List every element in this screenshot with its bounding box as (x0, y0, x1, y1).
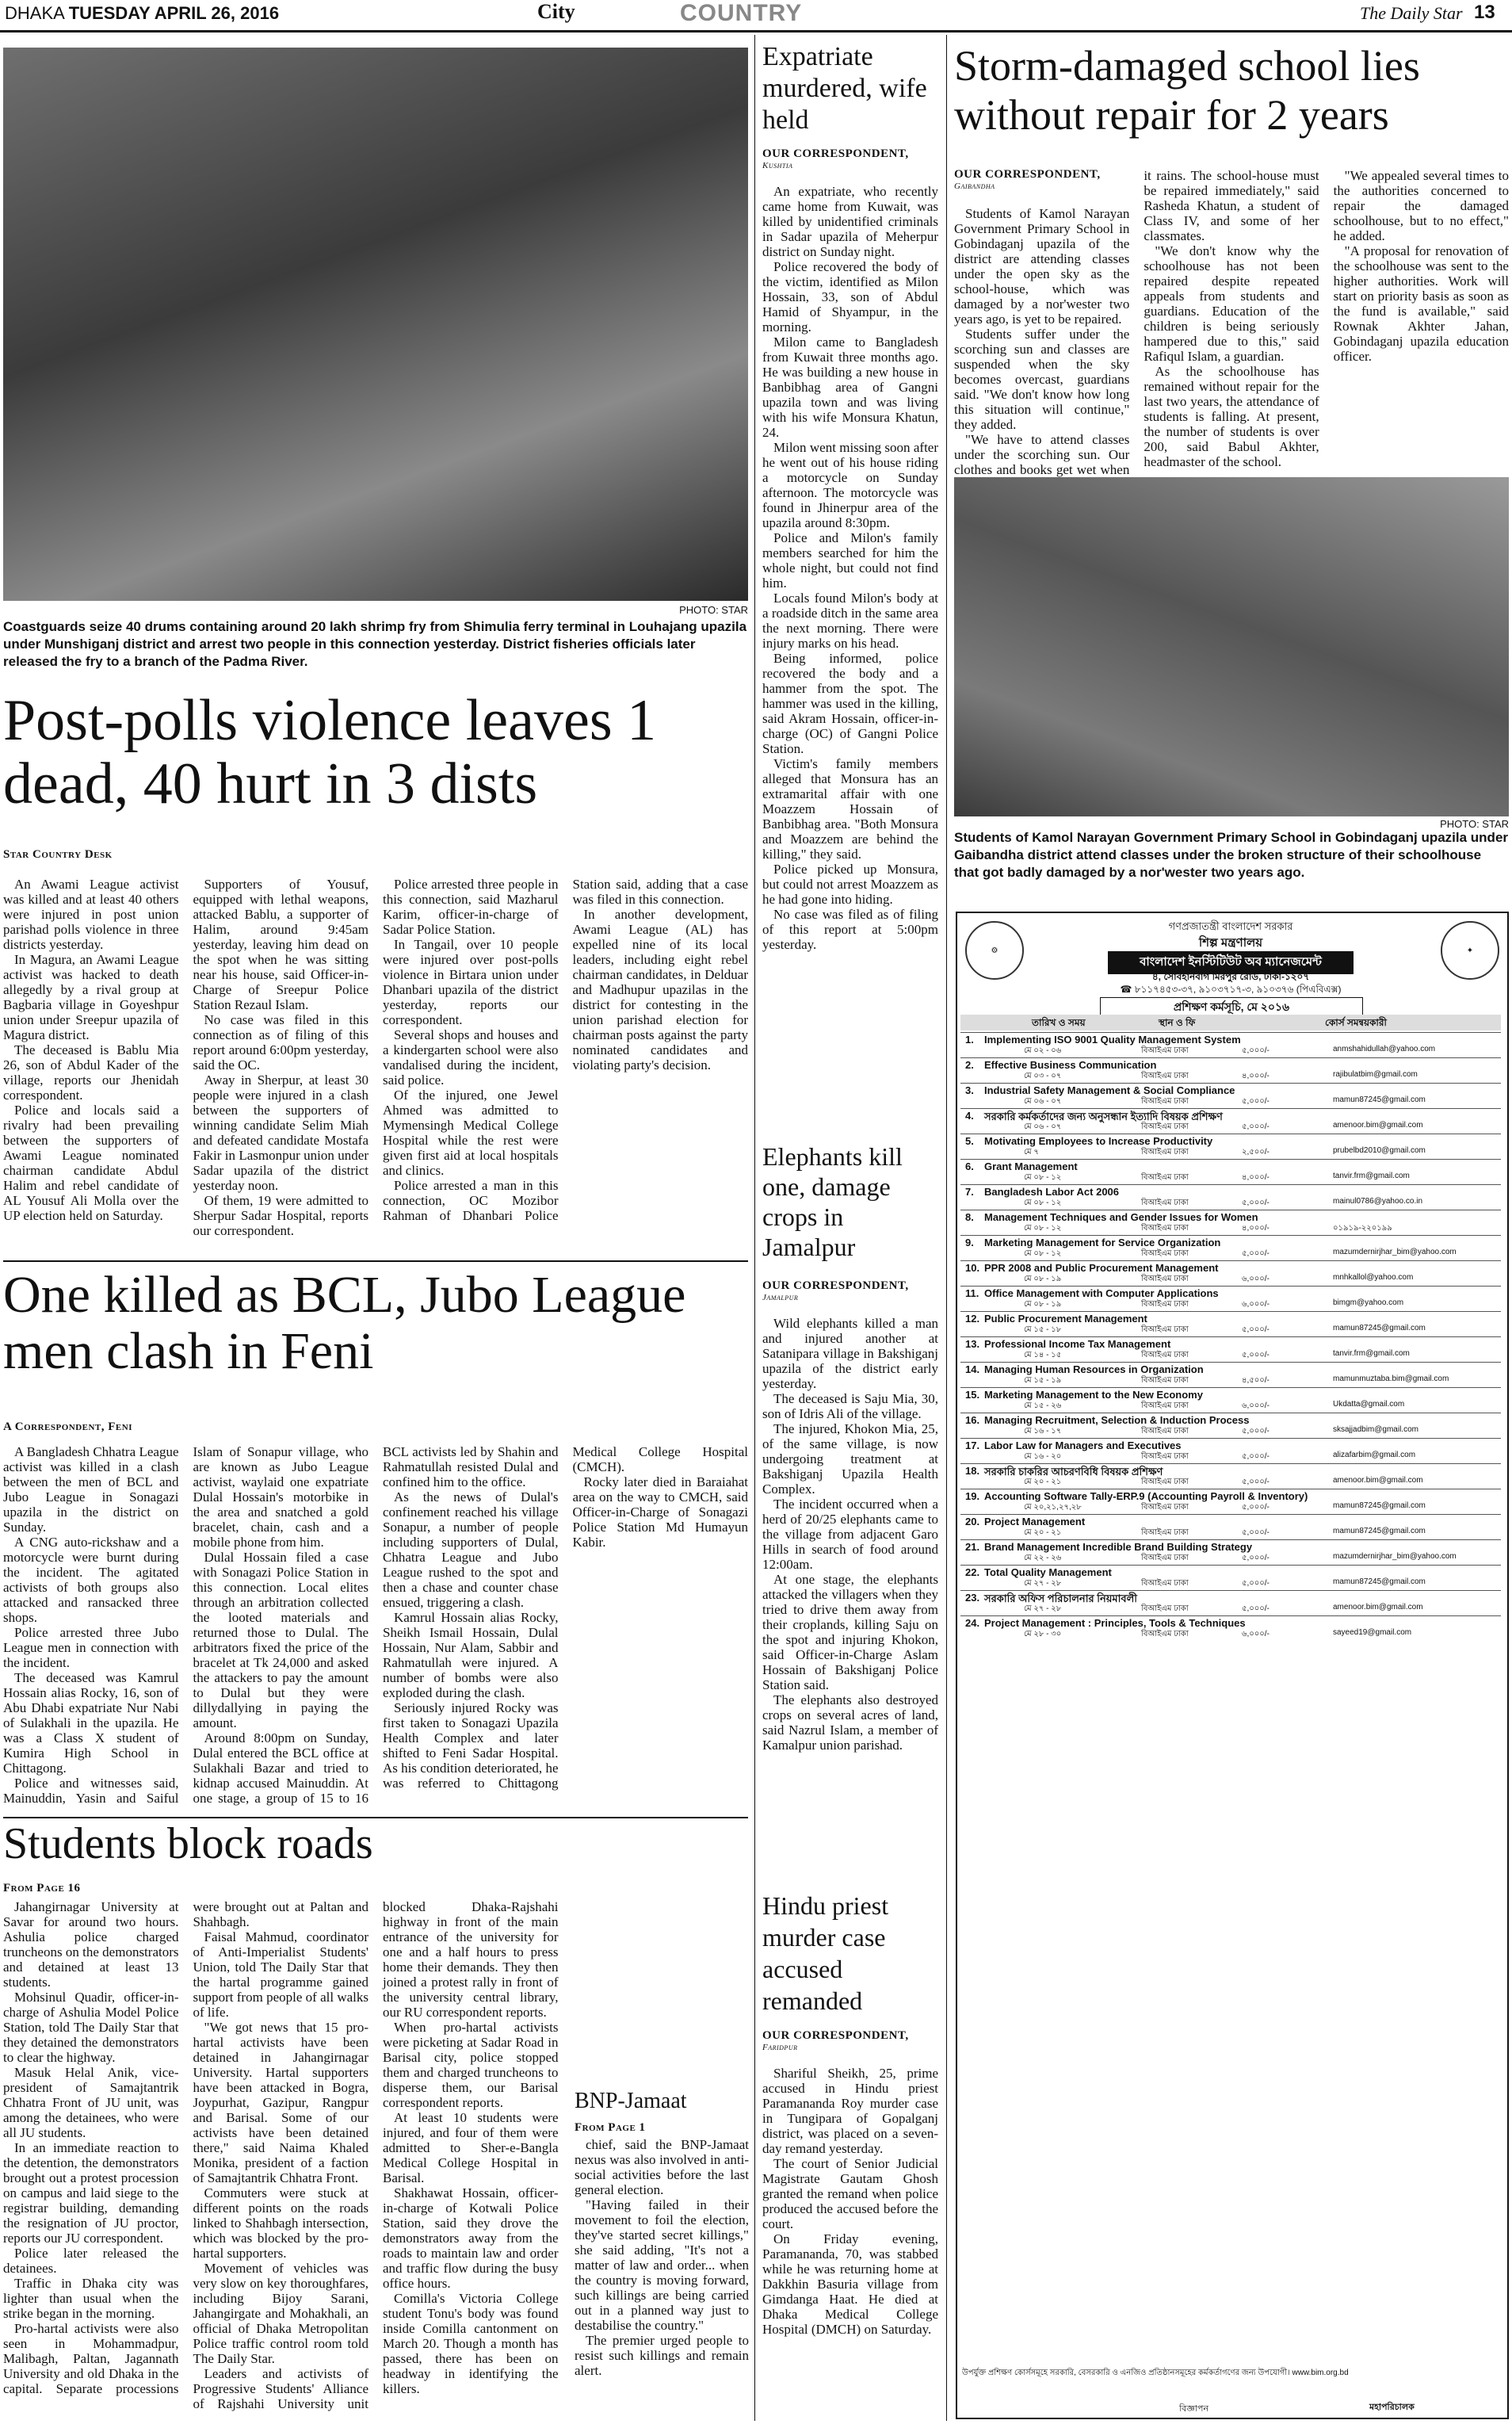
table-row (960, 1260, 1501, 1286)
course-venue: বিআইএম ঢাকা (1141, 1427, 1189, 1436)
course-venue: বিআইএম ঢাকা (1141, 1300, 1189, 1309)
divider (3, 1260, 748, 1262)
headline-elephants: Elephants kill one, damage crops in Jamalpur (762, 1142, 903, 1261)
course-title: সরকারি কর্মকর্তাদের জন্য অনুসন্ধান ইত্যাদি বিষয়ক প্রশিক্ষণ (984, 1111, 1223, 1122)
institute-phone: ☎ ৮১১৭৪৫৩-৩৭, ৯১০৩৭১৭-৩, ৯১০৩৭৬ (পিএবিএক্স) (1120, 984, 1342, 995)
course-venue: বিআইএম ঢাকা (1141, 1604, 1189, 1613)
course-fee: ৫,০০০/- (1242, 1478, 1270, 1486)
course-number: 17. (965, 1439, 980, 1451)
byline-students: From Page 16 (3, 1882, 81, 1894)
page-header (0, 0, 1512, 32)
course-date: মে ২৮ - ৩০ (1024, 1630, 1062, 1638)
course-number: 8. (965, 1211, 974, 1223)
course-date: মে ১৫ - ১৯ (1024, 1376, 1062, 1385)
institute-address: ৪, সোবহানবাগ মিরপুর রোড, ঢাকা-১২০৭ (1151, 971, 1310, 982)
byline-school: OUR CORRESPONDENT, Gaibandha (954, 168, 1101, 191)
course-title: PPR 2008 and Public Procurement Management (984, 1262, 1219, 1274)
course-number: 4. (965, 1110, 974, 1122)
course-venue: বিআইএম ঢাকা (1141, 1478, 1189, 1486)
masthead-brand: The Daily Star (1360, 3, 1463, 23)
story-body-post-polls: An Awami League activist was killed and at least 40 others were injured in post union parishad polls violence in three districts yesterday. In Magura, an Awami League activist was hacked to death allegedly by a rival group at Bagbaria village in Goyeshpur union under Sreepur upazila of Magura district. The deceased is Bablu Mia 26, son of Abdul Kader of the village, reports our Jhenidah correspondent. Police and locals said a rivalry had been prevailing between the supporters of Awami League nominated chairman candidate Abdul Halim and rebel candidate of AL Yousuf Ali Molla over the UP election held on Saturday. Supporters of Yousuf, equipped with lethal weapons, attacked Bablu, a supporter of Halim, around 9:45am yesterday, leaving him dead on the spot when he was sitting near his house, said Officer-in-Charge of Sreepur Police Station Rezaul Islam. No case was filed in this connection as of filing of this report around 6:00pm yesterday, said the OC. Away in Sherpur, at least 30 people were injured in a clash between the supporters of winning candidate Selim Miah and defeated candidate Mostafa Fakir in Lasmonpur union under Sadar upazila of the district yesterday noon. Of them, 19 were admitted to Sherpur Sadar Hospital, reports our correspondent. Police arrested three people in this connection, said Mazharul Karim, officer-in-charge of Sadar Police Station. In Tangail, over 10 people were injured over post-polls violence in Birtara union under Dhanbari upazila of the district yesterday, reports our correspondent. Several shops and houses and a kindergarten school were also vandalised during the incident, said police. Of the injured, one Jewel Ahmed was admitted to Mymensingh Medical College Hospital while the rest were given first aid at local hospitals and clinics. Police arrested a man in this connection, OC Mozibor Rahman of Dhanbari Police Station said, adding that a case was filed in this connection. In another development, Awami League (AL) has expelled nine of its local leaders, including eight rebel chairman candidates, in Delduar and Madhupur upazilas in the district for contesting in the union parishad election for chairman posts against the party nominated candidates and violating party's decision. (3, 877, 748, 1238)
course-number: 12. (965, 1313, 980, 1325)
course-title: Brand Management Incredible Brand Building Strategy (984, 1541, 1253, 1553)
story-body-bnp-jamaat: chief, said the BNP-Jamaat nexus was also involved in anti-social activities before the last general election. "Having failed in their movement to foil the election, they've started secret killings," she said adding, "It's not a matter of law and order... when the country is moving forward, such killings are being carried out in a planned way just to destabilise the country." The premier urged people to resist such killings and remain alert. (575, 2137, 749, 2419)
course-title: Implementing ISO 9001 Quality Management System (984, 1034, 1241, 1046)
course-title: Public Procurement Management (984, 1313, 1147, 1325)
course-date: মে ০২ - ০৬ (1024, 1046, 1062, 1055)
course-contact[interactable]: amenoor.bim@gmail.com (1333, 1121, 1423, 1130)
course-title: Labor Law for Managers and Executives (984, 1439, 1182, 1451)
story-body-students: Jahangirnagar University at Savar for around two hours. Ashulia police charged truncheons on the demonstrators and detained at least 13 students. Mohsinul Quadir, officer-in-charge of Ashulia Model Police Station, told The Daily Star that they detained the demonstrators to clear the highway. Masuk Helal Anik, vice-president of Samajtantrik Chhatra Front of JU unit, was among the detainees, who were all JU students. In an immediate reaction to the detention, the demonstrators brought out a protest procession on campus and laid siege to the registrar building, demanding the resignation of JU proctor, reports our JU correspondent. Police later released the detainees. Traffic in Dhaka city was lighter than usual when the strike began in the morning. Pro-hartal activists were also seen in Mohammadpur, Malibagh, Paltan, Jagannath University and old Dhaka in the capital. Separate processions were brought out at Paltan and Shahbagh. Faisal Mahmud, coordinator of Anti-Imperialist Students' Union, told The Daily Star that the hartal programme gained support from people of all walks of life. "We got news that 15 pro-hartal activists have been detained in Jahangirnagar University. Hartal supporters have been attacked in Bogra, Joypurhat, Gazipur, Rangpur and Barisal. Some of our activists have been detained there," said Naima Khaled Monika, president of a faction of Samajtantrik Chhatra Front. Commuters were stuck at different points on the roads linked to Shahbagh intersection, which was blocked by the pro-hartal supporters. Movement of vehicles was very slow on key thoroughfares, including Bijoy Sarani, Jahangirgate and Mohakhali, an official of Dhaka Metropolitan Police traffic control room told The Daily Star. Leaders and activists of Progressive Students' Alliance of Rajshahi University unit blocked Dhaka-Rajshahi highway in front of the main entrance of the university for one and a half hours to press home their demands. They then joined a protest rally in front of the university central library, our RU correspondent reports. When pro-hartal activists were picketing at Sadar Road in Barisal city, police stopped them and charged truncheons to disperse them, our Barisal correspondent reports. At least 10 students were injured, and four of them were admitted to Sher-e-Bangla Medical College Hospital in Barisal. Shakhawat Hossain, officer-in-charge of Kotwali Police Station, said they drove the demonstrators away from the roads to maintain law and order and traffic flow during the busy office hours. Comilla's Victoria College student Tonu's body was found inside Comilla cantonment on March 20. Though a month has passed, there has been on headway in identifying the killers. (3, 1899, 559, 2411)
course-fee: ৪,০০০/- (1242, 1173, 1270, 1182)
course-number: 18. (965, 1465, 980, 1477)
course-title: Managing Human Resources in Organization (984, 1363, 1204, 1375)
course-table (960, 1032, 1501, 1641)
course-number: 13. (965, 1338, 980, 1350)
headline-school: Storm-damaged school lies without repair for 2 years (954, 42, 1420, 139)
ad-tag: বিজ্ঞাপন (1179, 2404, 1209, 2414)
table-row (960, 1210, 1501, 1235)
divider (3, 1817, 748, 1818)
course-fee: ৫,০০০/- (1242, 1604, 1270, 1613)
page-number: 13 (1474, 2, 1495, 23)
table-row (960, 1159, 1501, 1184)
course-number: 21. (965, 1541, 980, 1553)
course-fee: ৪,৫০০/- (1242, 1376, 1270, 1385)
dateline: DHAKA TUESDAY APRIL 26, 2016 (5, 3, 280, 23)
bim-logo-icon: ✦ (1441, 921, 1499, 980)
byline-feni: A Correspondent, Feni (3, 1420, 132, 1433)
course-date: মে ১৪ - ১৫ (1024, 1351, 1062, 1359)
column-divider (754, 35, 755, 2421)
course-venue: বিআইএম ঢাকা (1141, 1072, 1189, 1080)
table-row (960, 1286, 1501, 1311)
course-fee: ৫,০০০/- (1242, 1325, 1270, 1334)
course-title: Total Quality Management (984, 1566, 1112, 1578)
table-row (960, 1032, 1501, 1057)
course-date: মে ০৩ - ০৭ (1024, 1072, 1062, 1080)
course-contact[interactable]: rajibulatbim@gmail.com (1333, 1070, 1418, 1079)
gov-line: গণপ্রজাতন্ত্রী বাংলাদেশ সরকার (1168, 920, 1293, 932)
course-fee: ৪,০০০/- (1242, 1224, 1270, 1233)
course-number: 6. (965, 1160, 974, 1172)
byline-elephants: OUR CORRESPONDENT, Jamalpur (762, 1279, 909, 1302)
course-number: 14. (965, 1363, 980, 1375)
table-row (960, 1590, 1501, 1615)
table-row (960, 1057, 1501, 1083)
gov-seal-icon: ⚙ (965, 921, 1024, 980)
table-row (960, 1108, 1501, 1134)
course-date: মে ০৮ - ১২ (1024, 1249, 1062, 1258)
story-body-hindu-priest: Shariful Sheikh, 25, prime accused in Hindu priest Paramananda Roy murder case in Tungipara of Gopalganj district, was placed on a seven-day remand yesterday. The court of Senior Judicial Magistrate Gautam Ghosh granted the remand when police produced the accused before the court. On Friday evening, Paramananda, 70, was stabbed while he was returning home at Dakkhin Basuria village from Gimdanga Haat. He died at Dhaka Medical College Hospital (DMCH) on Saturday. (762, 2066, 938, 2337)
course-date: মে ১৬ - ১৭ (1024, 1427, 1062, 1436)
course-contact[interactable]: amenoor.bim@gmail.com (1333, 1476, 1423, 1485)
course-fee: ৬,০০০/- (1242, 1275, 1270, 1283)
course-venue: বিআইএম ঢাকা (1141, 1351, 1189, 1359)
course-date: মে ০৬ - ০৭ (1024, 1097, 1062, 1106)
story-body-expatriate: An expatriate, who recently came home from Kuwait, was killed by unidentified criminals in Sadar upazila of Meherpur district on Sunday night. Police recovered the body of the victim, identified as Milon Hossain, 33, son of Abdul Hamid of Shyampur, in the morning. Milon came to Bangladesh from Kuwait three months ago. He was building a new house in Banbibhag area of Gangni upazila town and was living with his wife Monsura Khatun, 24. Milon went missing soon after he went out of his house riding a motorcycle on Sunday afternoon. The motorcycle was found in Jhinerpur area of the upazila around 8:30pm. Police and Milon's family members searched for him the whole night, but could not find him. Locals found Milon's body at a roadside ditch in the same area the next morning. There were injury marks on his head. Being informed, police recovered the body and a hammer from the spot. The hammer was used in the killing, said Akram Hossain, officer-in-charge (OC) of Gangni Police Station. Victim's family members alleged that Monsura has an extramarital affair with one Moazzem Hossain of Banbibhag area. "Both Monsura and Moazzem are behind the killing," they said. Police picked up Monsura, but could not arrest Moazzem as he had gone into hiding. No case was filed as of filing of this report at 5:00pm yesterday. (762, 184, 938, 952)
course-contact[interactable]: sayeed19@gmail.com (1333, 1628, 1412, 1637)
course-title: Project Management : Principles, Tools & Techniques (984, 1617, 1246, 1629)
course-title: Professional Income Tax Management (984, 1338, 1171, 1350)
course-venue: বিআইএম ঢাকা (1141, 1503, 1189, 1512)
course-contact[interactable]: mamun87245@gmail.com (1333, 1324, 1426, 1332)
course-contact[interactable]: mazumdernirjhar_bim@yahoo.com (1333, 1248, 1457, 1256)
byline-post-polls: Star Country Desk (3, 848, 113, 861)
course-title: সরকারি অফিস পরিচালনার নিয়মাবলী (984, 1592, 1137, 1604)
course-contact[interactable]: mamun87245@gmail.com (1333, 1527, 1426, 1535)
table-row (960, 1463, 1501, 1489)
course-fee: ৫,০০০/- (1242, 1528, 1270, 1537)
course-fee: ২,৫০০/- (1242, 1148, 1270, 1157)
course-contact[interactable]: ০১৯১৯-২২০১৯৯ (1333, 1224, 1392, 1233)
story-body-school: Students of Kamol Narayan Government Primary School in Gobindaganj upazila of the district are attending classes under the open sky as the school-house, which was damaged by a nor'wester two years ago, is yet to be repaired. Students suffer under the scorching sun and classes are suspended when the sky becomes overcast, guardians said. "We don't know how long this situation will continue," they added. "We have to attend classes under the scorching sun. Our clothes and books get wet when it rains. The school-house must be repaired immediately," said Rasheda Khatun, a student of Class IV, and some of her classmates. "We don't know why the schoolhouse has not been repaired despite repeated appeals from students and guardians. Education of the children is being seriously hampered due to this," said Rafiqul Islam, a guardian. As the schoolhouse has remained without repair for the last two years, the attendance of students is falling. At present, the number of students is over 200, said Babul Akhter, headmaster of the school. "We appealed several times to the authorities concerned to repair the damaged schoolhouse, but to no effect," he added. "A proposal for renovation of the schoolhouse was sent to the higher authorities. Work will start on priority basis as soon as the fund is available," said Rownak Akhter Jahan, Gobindaganj upazila education officer. (954, 168, 1509, 477)
course-contact[interactable]: mnhkallol@yahoo.com (1333, 1273, 1414, 1282)
course-number: 1. (965, 1034, 974, 1046)
headline-expatriate: Expatriate murdered, wife held (762, 42, 927, 135)
course-venue: বিআইএম ঢাকা (1141, 1452, 1189, 1461)
course-date: মে ০৮ - ১২ (1024, 1224, 1062, 1233)
course-date: মে ০৮ - ১৯ (1024, 1275, 1062, 1283)
course-number: 11. (965, 1287, 979, 1299)
table-row (960, 1565, 1501, 1590)
photo-caption: Students of Kamol Narayan Government Primary School in Gobindaganj upazila under Gaibandha district attend classes under the broken structure of their schoolhouse that got badly damaged by a nor'wester two years ago. (954, 830, 1509, 880)
school-photo (954, 477, 1509, 816)
course-contact[interactable]: amenoor.bim@gmail.com (1333, 1603, 1423, 1612)
course-venue: বিআইএম ঢাকা (1141, 1630, 1189, 1638)
shrimp-fry-photo (3, 48, 748, 601)
course-number: 22. (965, 1566, 980, 1578)
course-date: মে ১৫ - ২৬ (1024, 1401, 1062, 1410)
course-venue: বিআইএম ঢাকা (1141, 1325, 1189, 1334)
table-row (960, 1134, 1501, 1159)
table-row (960, 1438, 1501, 1463)
course-number: 10. (965, 1262, 980, 1274)
course-venue: বিআইএম ঢাকা (1141, 1199, 1189, 1207)
course-date: মে ২০ - ২১ (1024, 1528, 1062, 1537)
photo-credit: PHOTO: STAR (1440, 818, 1509, 830)
course-contact[interactable]: mamun87245@gmail.com (1333, 1095, 1426, 1104)
course-date: মে ২০,২১,২৭,২৮ (1024, 1503, 1082, 1512)
course-venue: বিআইএম ঢাকা (1141, 1579, 1189, 1588)
course-date: মে ২০ - ২১ (1024, 1478, 1062, 1486)
course-contact[interactable]: mainul0786@yahoo.co.in (1333, 1197, 1423, 1206)
course-fee: ৫,০০০/- (1242, 1579, 1270, 1588)
table-row (960, 1083, 1501, 1108)
programme-title: প্রশিক্ষণ কর্মসূচি, মে ২০১৬ (1100, 997, 1363, 1018)
course-title: Marketing Management to the New Economy (984, 1389, 1203, 1401)
course-venue: বিআইএম ঢাকা (1141, 1401, 1189, 1410)
course-number: 15. (965, 1389, 980, 1401)
course-contact[interactable]: tanvir.frm@gmail.com (1333, 1172, 1410, 1180)
course-fee: ৫,০০০/- (1242, 1199, 1270, 1207)
course-contact[interactable]: prubelbd2010@gmail.com (1333, 1146, 1426, 1155)
course-fee: ৫,০০০/- (1242, 1046, 1270, 1055)
course-number: 23. (965, 1592, 980, 1604)
course-date: মে ০৬ - ০৭ (1024, 1122, 1062, 1131)
course-fee: ৫,০০০/- (1242, 1249, 1270, 1258)
course-date: মে ১৬ - ২০ (1024, 1452, 1062, 1461)
advert-footer-note: উপর্যুক্ত প্রশিক্ষণ কোর্সসমূহে সরকারি, বেসরকারি ও এনজিও প্রতিষ্ঠানসমূহের কর্মকর্তাগণের জন্য উপযোগী। www.bim.org.bd (962, 2369, 1349, 2377)
table-row (960, 1336, 1501, 1362)
table-row (960, 1413, 1501, 1438)
course-contact[interactable]: bimgm@yahoo.com (1333, 1298, 1404, 1307)
course-number: 24. (965, 1617, 980, 1629)
story-body-feni: A Bangladesh Chhatra League activist was killed in a clash between the men of BCL and Jubo League in Sonagazi upazila in the district on Sunday. A CNG auto-rickshaw and a motorcycle were burnt during the incident. The agitated activists of both groups also attacked and ransacked three shops. Police arrested three Jubo League men in connection with the incident. The deceased was Kamrul Hossain alias Rocky, 16, son of Abu Dhabi expatriate Nur Nabi of Sulakhali in the upazila. He was a Class X student of Kumira High School in Chittagong. Police and witnesses said, Mainuddin, Yasin and Saiful Islam of Sonapur village, who are known as Jubo League activist, waylaid one expatriate Dulal Hossain's motorbike in the area and snatched a gold bracelet, chain, cash and a mobile phone from him. Dulal Hossain filed a case with Sonagazi Police Station in this connection. Local elites through an arbitration collected the looted materials and returned those to Dulal. The arbitrators fixed the price of the bracelet at Tk 24,000 and asked the attackers to pay the amount to Dulal but they were dillydallying in paying the amount. Around 8:00pm on Sunday, Dulal entered the BCL office at Sulakhali Bazar and tried to kidnap accused Mainuddin. At one stage, a group of 15 to 16 BCL activists led by Shahin and Rahmatullah resisted Dulal and confined him to the office. As the news of Dulal's confinement reached his village Sonapur, a number of people including supporters of Dulal, Chhatra League and Jubo League rushed to the spot and then a chase and counter chase ensued, triggering a clash. Kamrul Hossain alias Rocky, Sheikh Ismail Hossain, Dulal Hossain, Nur Alam, Sabbir and Rahmatullah were injured. A number of bombs were also exploded during the clash. Seriously injured Rocky was first taken to Sonagazi Upazila Health Complex and later shifted to Feni Sadar Hospital. As his condition deteriorated, he was referred to Chittagong Medical College Hospital (CMCH). Rocky later died in Baraiahat area on the way to CMCH, said Officer-in-Charge of Sonagazi Police Station Md Humayun Kabir. (3, 1444, 748, 1806)
course-date: মে ২৭ - ২৮ (1024, 1604, 1062, 1613)
course-contact[interactable]: anmshahidullah@yahoo.com (1333, 1045, 1436, 1053)
course-fee: ৫,০০০/- (1242, 1097, 1270, 1106)
course-title: সরকারি চাকরির আচরণবিধি বিষয়ক প্রশিক্ষণ (984, 1466, 1163, 1478)
edition-label: City (537, 0, 575, 23)
course-title: Managing Recruitment, Selection & Induction Process (984, 1414, 1250, 1426)
table-row (960, 1362, 1501, 1387)
course-contact[interactable]: alizafarbim@gmail.com (1333, 1451, 1416, 1459)
course-fee: ৪,০০০/- (1242, 1072, 1270, 1080)
course-title: Industrial Safety Management & Social Compliance (984, 1084, 1235, 1096)
course-contact[interactable]: sksajjadbim@gmail.com (1333, 1425, 1418, 1434)
table-row (960, 1539, 1501, 1565)
course-contact[interactable]: mamun87245@gmail.com (1333, 1577, 1426, 1586)
course-number: 2. (965, 1059, 974, 1071)
course-number: 16. (965, 1414, 980, 1426)
course-fee: ৫,০০০/- (1242, 1554, 1270, 1562)
course-venue: বিআইএম ঢাকা (1141, 1148, 1189, 1157)
course-venue: বিআইএম ঢাকা (1141, 1528, 1189, 1537)
course-date: মে ০৮ - ১২ (1024, 1199, 1062, 1207)
table-row (960, 1514, 1501, 1539)
table-header: তারিখ ও সময় স্থান ও ফি কোর্স সমন্বয়কারী (960, 1015, 1501, 1030)
table-row (960, 1489, 1501, 1514)
course-title: Office Management with Computer Applications (984, 1287, 1219, 1299)
table-row (960, 1311, 1501, 1336)
course-number: 5. (965, 1135, 974, 1147)
course-number: 9. (965, 1237, 974, 1248)
bim-training-advert (956, 912, 1509, 2419)
table-row (960, 1615, 1501, 1641)
course-title: Motivating Employees to Increase Productivity (984, 1135, 1213, 1147)
course-contact[interactable]: tanvir.frm@gmail.com (1333, 1349, 1410, 1358)
course-fee: ৬,০০০/- (1242, 1401, 1270, 1410)
course-venue: বিআইএম ঢাকা (1141, 1122, 1189, 1131)
course-title: Project Management (984, 1516, 1086, 1527)
byline-expatriate: OUR CORRESPONDENT, Kushtia (762, 147, 909, 170)
course-date: মে ০৮ - ১৯ (1024, 1300, 1062, 1309)
institute-name: বাংলাদেশ ইনস্টিটিউট অব ম্যানেজমেন্ট (1108, 951, 1354, 974)
byline-bnp-jamaat: From Page 1 (575, 2121, 646, 2134)
table-row (960, 1184, 1501, 1210)
table-row (960, 1387, 1501, 1413)
course-venue: বিআইএম ঢাকা (1141, 1249, 1189, 1258)
photo-credit: PHOTO: STAR (679, 604, 748, 616)
headline-hindu-priest: Hindu priest murder case accused remanded (762, 1891, 889, 2015)
ministry: শিল্প মন্ত্রণালয় (1198, 936, 1263, 950)
course-title: Bangladesh Labor Act 2006 (984, 1186, 1120, 1198)
course-venue: বিআইএম ঢাকা (1141, 1554, 1189, 1562)
course-number: 7. (965, 1186, 974, 1198)
headline-post-polls: Post-polls violence leaves 1 dead, 40 hurt in 3 dists (3, 688, 657, 816)
course-title: Grant Management (984, 1160, 1078, 1172)
course-date: মে ২৭ - ২৮ (1024, 1579, 1062, 1588)
course-fee: ৫,০০০/- (1242, 1122, 1270, 1131)
course-title: Marketing Management for Service Organization (984, 1237, 1221, 1248)
course-date: মে ৭ (1024, 1148, 1039, 1157)
course-venue: বিআইএম ঢাকা (1141, 1376, 1189, 1385)
course-fee: ৬,০০০/- (1242, 1630, 1270, 1638)
photo-caption: Coastguards seize 40 drums containing around 20 lakh shrimp fry from Shimulia ferry terminal in Louhajang upazila under Munshiganj district and arrest two people in this connection yesterday. District fisheries officials later released the fry to a branch of the Padma River. (3, 619, 747, 669)
course-number: 20. (965, 1516, 980, 1527)
course-fee: ৫,০০০/- (1242, 1452, 1270, 1461)
course-number: 3. (965, 1084, 974, 1096)
course-date: মে ০৮ - ১২ (1024, 1173, 1062, 1182)
course-venue: বিআইএম ঢাকা (1141, 1275, 1189, 1283)
course-number: 19. (965, 1490, 980, 1502)
course-contact[interactable]: mamun87245@gmail.com (1333, 1501, 1426, 1510)
byline-hindu-priest: OUR CORRESPONDENT, Faridpur (762, 2029, 909, 2052)
course-date: মে ২২ - ২৬ (1024, 1554, 1062, 1562)
course-venue: বিআইএম ঢাকা (1141, 1173, 1189, 1182)
headline-feni: One killed as BCL, Jubo League men clash in Feni (3, 1266, 686, 1381)
course-fee: ৫,০০০/- (1242, 1351, 1270, 1359)
course-title: Effective Business Communication (984, 1059, 1157, 1071)
course-venue: বিআইএম ঢাকা (1141, 1046, 1189, 1055)
signatory: মহাপরিচালক (1369, 2403, 1415, 2412)
story-body-elephants: Wild elephants killed a man and injured another at Satanipara village in Bakshiganj upazila of the district early yesterday. The deceased is Saju Mia, 30, son of Idris Ali of the village. The injured, Khokon Mia, 25, of the same village, is now undergoing treatment at Bakshiganj Upazila Health Complex. The incident occurred when a herd of 20/25 elephants came to the village from adjacent Garo Hills in search of food around 12:00am. At one stage, the elephants attacked the villagers when they tried to drive them away from their croplands, killing Saju on the spot and injuring Khokon, said Officer-in-Charge Aslam Hossain of Bakshiganj Police Station said. The elephants also destroyed crops on several acres of land, said Nazrul Islam, a member of Kamalpur union parishad. (762, 1316, 938, 1753)
course-contact[interactable]: Ukdatta@gmail.com (1333, 1400, 1405, 1409)
headline-students: Students block roads (3, 1819, 373, 1868)
course-venue: বিআইএম ঢাকা (1141, 1224, 1189, 1233)
column-divider (946, 35, 947, 2421)
course-title: Management Techniques and Gender Issues for Women (984, 1211, 1258, 1223)
course-fee: ৫,০০০/- (1242, 1503, 1270, 1512)
course-date: মে ১৫ - ১৮ (1024, 1325, 1062, 1334)
course-venue: বিআইএম ঢাকা (1141, 1097, 1189, 1106)
table-row (960, 1235, 1501, 1260)
course-title: Accounting Software Tally-ERP.9 (Accounting Payroll & Inventory) (984, 1490, 1308, 1502)
course-fee: ৫,০০০/- (1242, 1427, 1270, 1436)
headline-bnp-jamaat: BNP-Jamaat (575, 2089, 687, 2113)
course-contact[interactable]: mazumdernirjhar_bim@yahoo.com (1333, 1552, 1457, 1561)
course-contact[interactable]: mamunmuztaba.bim@gmail.com (1333, 1374, 1449, 1383)
section-title: COUNTRY (680, 0, 803, 26)
course-fee: ৬,০০০/- (1242, 1300, 1270, 1309)
